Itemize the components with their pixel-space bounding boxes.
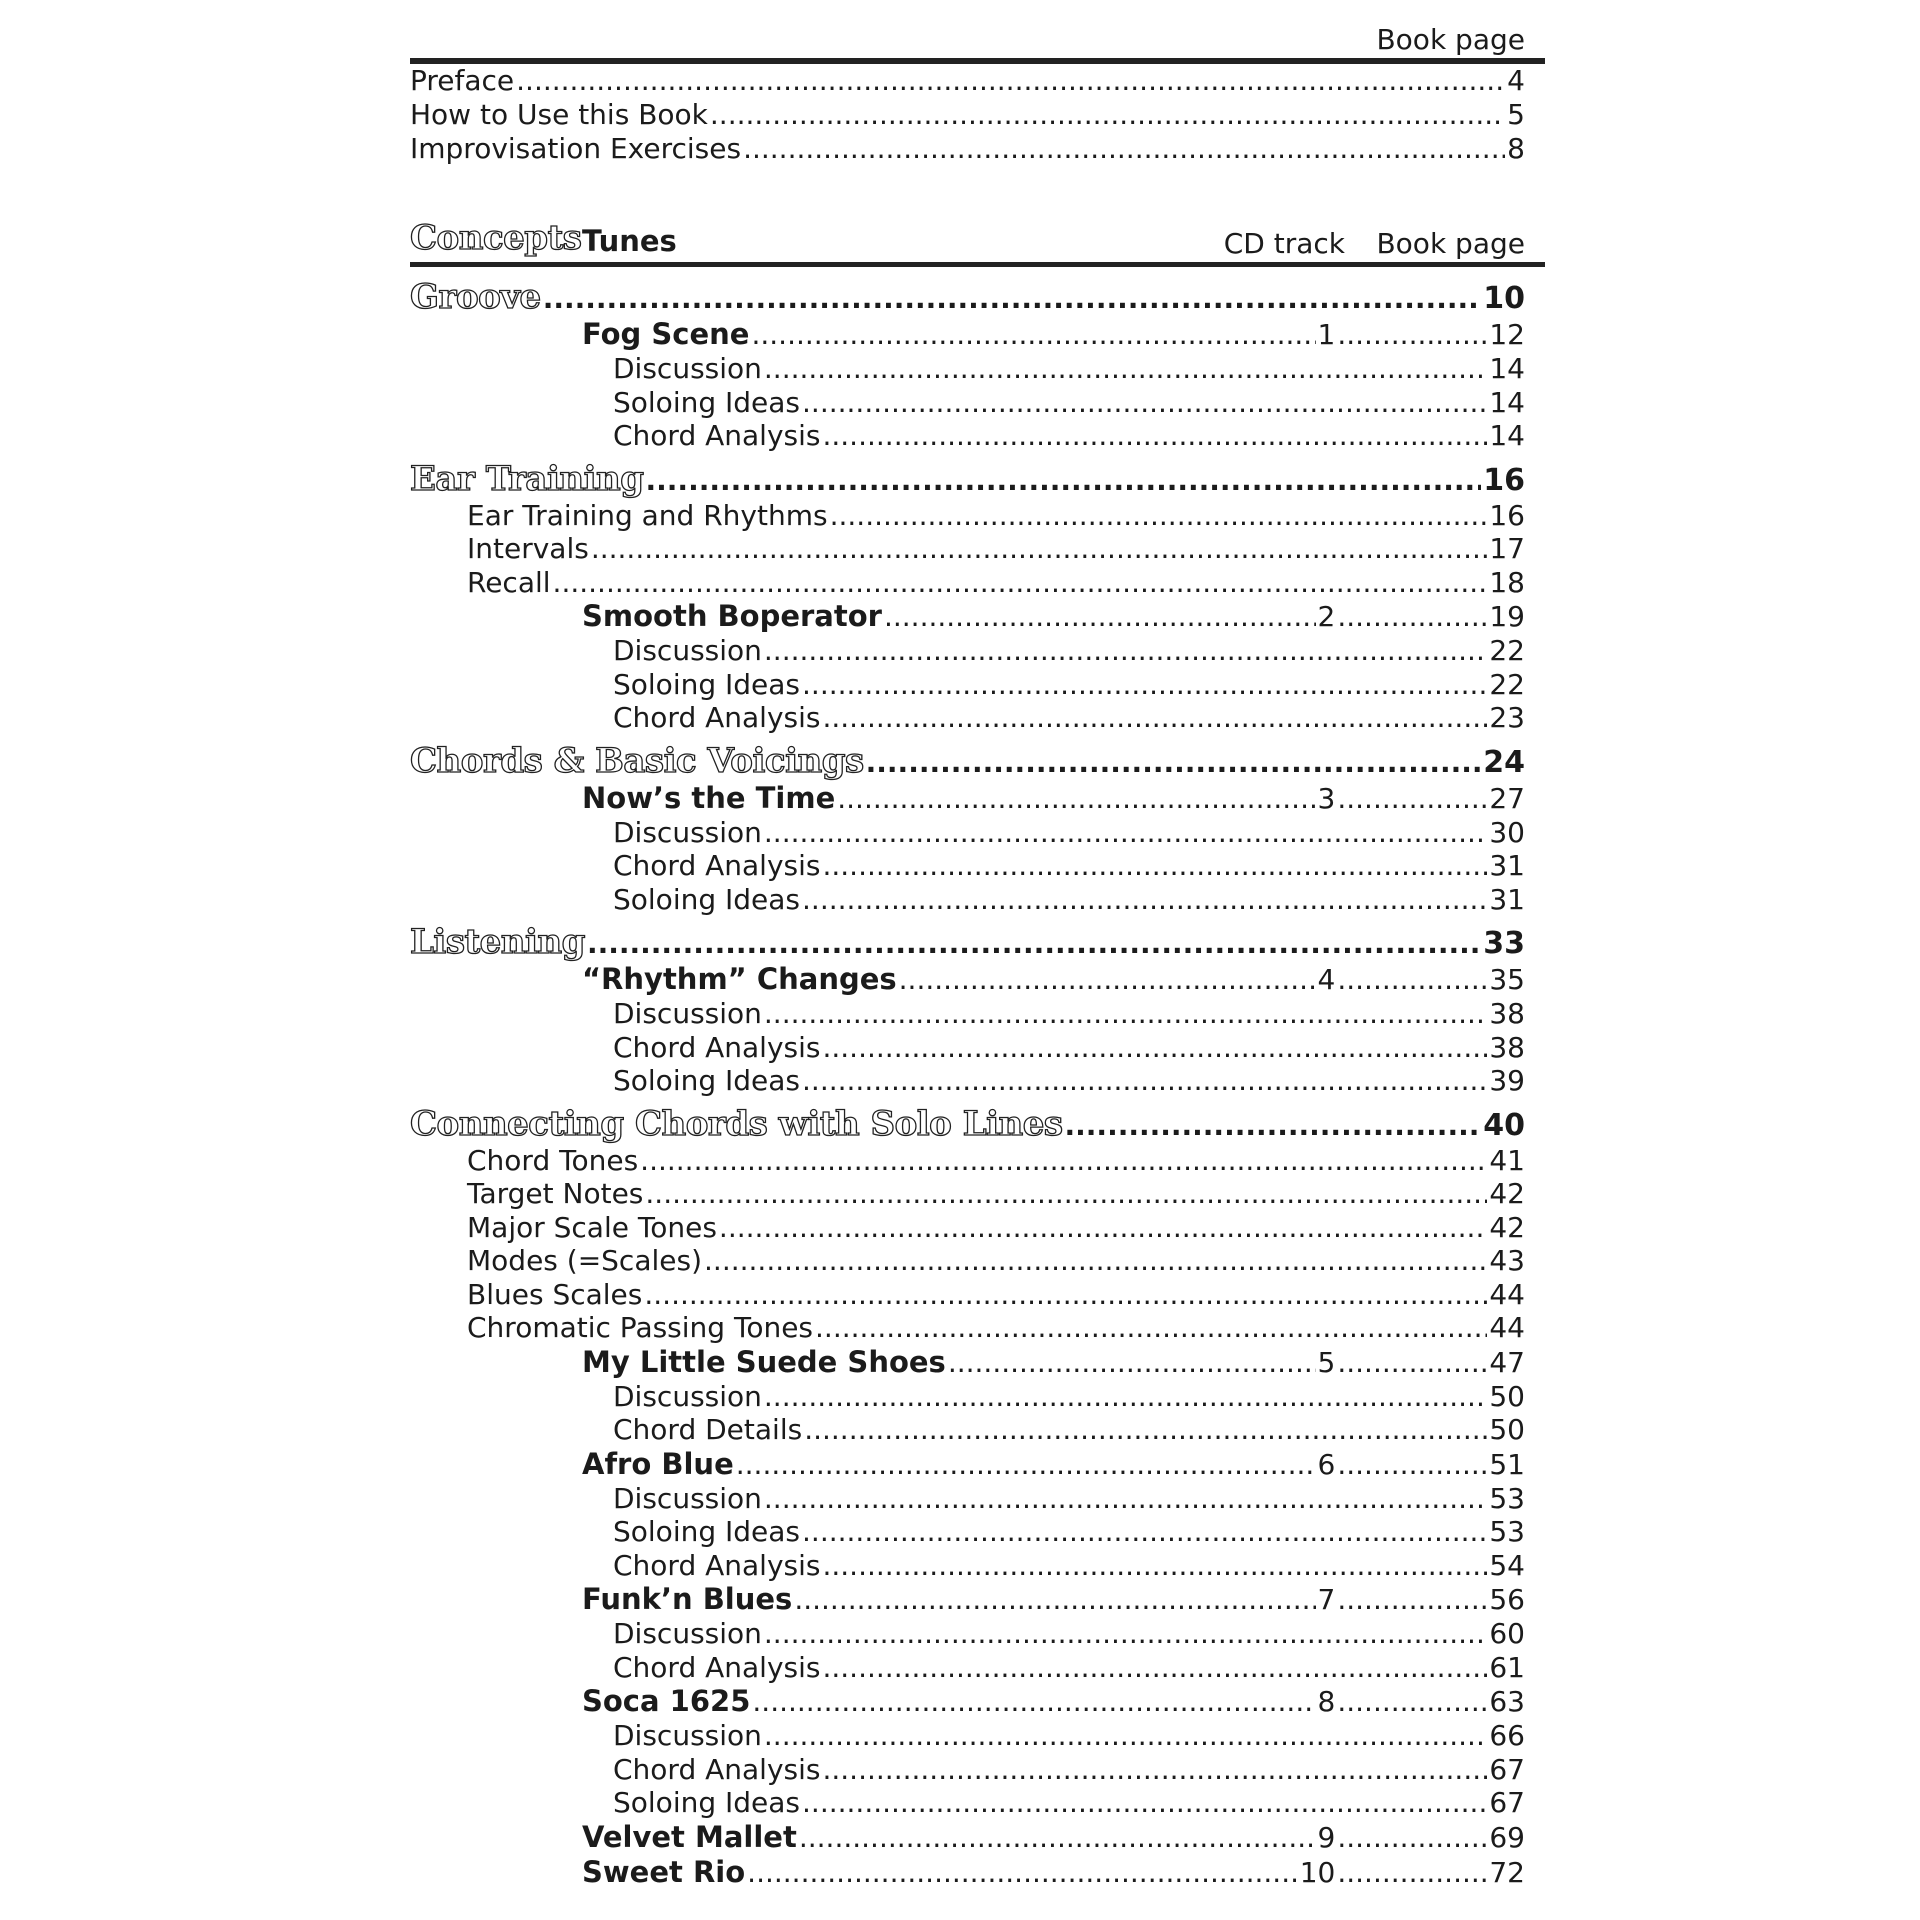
item-page: 60 <box>1489 1617 1525 1650</box>
dot-leader <box>645 1177 1487 1211</box>
tune-cd-track: 8 <box>1317 1685 1336 1718</box>
dot-leader <box>802 1064 1487 1098</box>
toc-entry <box>410 132 1545 166</box>
item-page: 31 <box>1489 849 1525 882</box>
item-page: 53 <box>1489 1515 1525 1548</box>
item-page: 67 <box>1489 1786 1525 1819</box>
item-title: Chord Analysis <box>613 1752 821 1786</box>
item-title: Chord Analysis <box>613 419 821 452</box>
item-page: 22 <box>1489 634 1525 667</box>
item-title: Soloing Ideas <box>613 1064 801 1097</box>
dot-leader <box>802 1515 1487 1549</box>
item-page: 14 <box>1489 419 1525 452</box>
dot-leader <box>884 599 1316 634</box>
front-matter-header <box>410 0 1545 64</box>
tune-title: My Little Suede Shoes <box>582 1344 946 1379</box>
tune-item-entry <box>410 997 1545 1031</box>
front-matter-list <box>410 64 1545 166</box>
entry-page: 8 <box>1507 132 1525 165</box>
tune-item-entry <box>410 1515 1545 1549</box>
item-page: 39 <box>1489 1064 1525 1097</box>
dot-leader <box>1337 1345 1487 1380</box>
subtopic-page: 42 <box>1489 1210 1525 1244</box>
subtopic-title: Intervals <box>467 532 589 565</box>
dot-leader <box>1065 1106 1482 1146</box>
dot-leader <box>764 816 1487 850</box>
item-title: Discussion <box>613 1481 762 1515</box>
subtopic-entry <box>410 1211 1545 1245</box>
subtopic-entry <box>410 532 1545 566</box>
tune-entry <box>410 1447 1545 1482</box>
dot-leader <box>764 352 1487 386</box>
tune-entry <box>410 1582 1545 1617</box>
concept-title: Chords & Basic Voicings <box>410 740 864 781</box>
tune-item-entry <box>410 1380 1545 1414</box>
tune-title: Sweet Rio <box>582 1854 746 1889</box>
dot-leader <box>764 1482 1487 1516</box>
dot-leader <box>837 781 1315 816</box>
dot-leader <box>822 1549 1487 1583</box>
dot-leader <box>822 849 1487 883</box>
tune-cd-track: 2 <box>1317 600 1336 633</box>
item-title: Chord Analysis <box>613 849 821 882</box>
tune-item-entry <box>410 1031 1545 1065</box>
tune-cd-track: 1 <box>1317 318 1336 351</box>
dot-leader <box>1337 317 1487 352</box>
dot-leader <box>802 1786 1487 1820</box>
dot-leader <box>764 997 1487 1031</box>
entry-page: 5 <box>1507 98 1525 131</box>
dot-leader <box>747 1855 1298 1890</box>
item-title: Discussion <box>613 1719 762 1752</box>
tune-item-entry <box>410 386 1545 420</box>
dot-leader <box>822 1651 1487 1685</box>
tune-item-entry <box>410 1482 1545 1516</box>
tune-entry <box>410 1684 1545 1719</box>
concept-page: 33 <box>1483 926 1525 961</box>
item-page: 31 <box>1489 882 1525 916</box>
tune-item-entry <box>410 419 1545 453</box>
dot-leader <box>804 1413 1487 1447</box>
dot-leader <box>1337 1684 1487 1719</box>
dot-leader <box>822 419 1487 453</box>
tune-entry <box>410 781 1545 816</box>
dot-leader <box>764 1719 1487 1753</box>
item-page: 14 <box>1489 385 1525 419</box>
dot-leader <box>704 1244 1487 1278</box>
tune-item-entry <box>410 352 1545 386</box>
subtopic-page: 44 <box>1489 1311 1525 1344</box>
concept-page: 16 <box>1483 462 1525 498</box>
subtopic-page: 42 <box>1489 1177 1525 1210</box>
item-title: Discussion <box>613 815 762 849</box>
dot-leader <box>799 1820 1316 1855</box>
item-page: 38 <box>1489 1030 1525 1064</box>
subtopic-page: 18 <box>1489 565 1525 599</box>
dot-leader <box>752 1684 1315 1719</box>
dot-leader <box>553 566 1488 600</box>
item-title: Soloing Ideas <box>613 1786 801 1819</box>
tune-entry <box>410 962 1545 997</box>
tune-item-entry <box>410 1753 1545 1787</box>
item-title: Discussion <box>613 1379 762 1413</box>
dot-leader <box>1337 599 1487 634</box>
subtopic-entry <box>410 499 1545 533</box>
item-title: Chord Details <box>613 1413 803 1446</box>
subtopic-page: 17 <box>1489 532 1525 565</box>
subtopic-title: Major Scale Tones <box>467 1210 717 1244</box>
dot-leader <box>1337 1447 1487 1482</box>
dot-leader <box>815 1311 1487 1345</box>
item-title: Chord Analysis <box>613 1548 821 1582</box>
concept-page: 10 <box>1483 281 1525 316</box>
subtopic-entry <box>410 1144 1545 1178</box>
concept-title: Groove <box>410 277 541 317</box>
subtopic-title: Chord Tones <box>467 1143 639 1177</box>
dot-leader <box>591 532 1488 566</box>
item-title: Discussion <box>613 997 762 1030</box>
subtopic-title: Modes (=Scales) <box>467 1244 703 1277</box>
dot-leader <box>822 1753 1487 1787</box>
tune-item-entry <box>410 1719 1545 1753</box>
tune-page: 51 <box>1489 1447 1525 1481</box>
subtopic-entry <box>410 1278 1545 1312</box>
subtopic-entry <box>410 1244 1545 1278</box>
item-title: Chord Analysis <box>613 701 821 734</box>
item-page: 53 <box>1489 1481 1525 1515</box>
tune-title: Funk’n Blues <box>582 1582 793 1616</box>
tune-page: 35 <box>1489 963 1525 996</box>
tune-page: 63 <box>1489 1685 1525 1718</box>
item-title: Soloing Ideas <box>613 1515 801 1548</box>
tune-entry <box>410 599 1545 634</box>
concept-entry <box>410 741 1545 781</box>
item-title: Chord Analysis <box>613 1030 821 1064</box>
item-title: Soloing Ideas <box>613 667 801 701</box>
item-title: Discussion <box>613 1617 762 1650</box>
tune-item-entry <box>410 634 1545 668</box>
dot-leader <box>543 279 1482 319</box>
tune-entry <box>410 1345 1545 1380</box>
concept-entry <box>410 277 1545 317</box>
tune-item-entry <box>410 849 1545 883</box>
tune-item-entry <box>410 701 1545 735</box>
dot-leader <box>751 317 1315 352</box>
item-page: 30 <box>1489 815 1525 849</box>
item-title: Soloing Ideas <box>613 882 801 916</box>
concept-title: Listening <box>410 922 585 962</box>
dot-leader <box>1337 1582 1487 1617</box>
tune-page: 72 <box>1489 1855 1525 1889</box>
entry-title: How to Use this Book <box>410 98 708 131</box>
tune-title: Soca 1625 <box>582 1684 751 1718</box>
item-page: 22 <box>1489 667 1525 701</box>
tune-item-entry <box>410 816 1545 850</box>
dot-leader <box>802 386 1487 420</box>
tune-title: Now’s the Time <box>582 780 836 815</box>
item-page: 38 <box>1489 997 1525 1030</box>
dot-leader <box>866 743 1482 783</box>
item-page: 67 <box>1489 1752 1525 1786</box>
subtopic-title: Blues Scales <box>467 1277 643 1311</box>
concept-entry <box>410 922 1545 962</box>
tune-entry <box>410 1820 1545 1855</box>
tune-title: Afro Blue <box>582 1446 734 1481</box>
dot-leader <box>640 1144 1487 1178</box>
dot-leader <box>802 668 1487 702</box>
tune-page: 69 <box>1489 1820 1525 1854</box>
subtopic-page: 16 <box>1489 498 1525 532</box>
entry-title: Improvisation Exercises <box>410 132 742 165</box>
tune-entry <box>410 317 1545 352</box>
tune-cd-track: 7 <box>1317 1583 1336 1616</box>
dot-leader <box>1337 1820 1487 1855</box>
dot-leader <box>644 1278 1487 1312</box>
tune-item-entry <box>410 1549 1545 1583</box>
toc-entry <box>410 64 1545 98</box>
dot-leader <box>764 1380 1487 1414</box>
dot-leader <box>764 634 1487 668</box>
tune-cd-track: 5 <box>1317 1345 1336 1379</box>
item-page: 61 <box>1489 1650 1525 1684</box>
concept-title: Connecting Chords with Solo Lines <box>410 1103 1063 1144</box>
item-title: Soloing Ideas <box>613 385 801 419</box>
subtopic-page: 44 <box>1489 1277 1525 1311</box>
concept-page: 24 <box>1483 744 1525 780</box>
item-page: 50 <box>1489 1379 1525 1413</box>
dot-leader <box>822 701 1487 735</box>
tune-page: 47 <box>1489 1345 1525 1379</box>
toc-entry <box>410 98 1545 132</box>
concept-page: 40 <box>1483 1107 1525 1143</box>
item-page: 66 <box>1489 1719 1525 1752</box>
entry-title: Preface <box>410 64 515 97</box>
tune-item-entry <box>410 1617 1545 1651</box>
item-page: 50 <box>1489 1413 1525 1446</box>
tune-page: 19 <box>1489 600 1525 633</box>
item-title: Chord Analysis <box>613 1650 821 1684</box>
tune-cd-track: 4 <box>1317 963 1336 996</box>
dot-leader <box>719 1211 1487 1245</box>
dot-leader <box>1337 781 1487 816</box>
concept-title: Ear Training <box>410 458 644 499</box>
dot-leader <box>1337 1855 1487 1890</box>
cd-track-column-label: CD track <box>1223 227 1345 260</box>
dot-leader <box>736 1447 1316 1482</box>
concept-entry <box>410 1104 1545 1144</box>
subtopic-title: Chromatic Passing Tones <box>467 1311 814 1344</box>
subtopic-entry <box>410 1311 1545 1345</box>
dot-leader <box>830 499 1488 533</box>
dot-leader <box>764 1617 1487 1651</box>
entry-page: 4 <box>1507 64 1525 97</box>
tune-entry <box>410 1855 1545 1890</box>
tune-item-entry <box>410 1413 1545 1447</box>
tune-cd-track: 9 <box>1317 1820 1336 1854</box>
tune-item-entry <box>410 1064 1545 1098</box>
tune-item-entry <box>410 883 1545 917</box>
dot-leader <box>822 1031 1487 1065</box>
section-header <box>410 212 1545 267</box>
subtopic-page: 41 <box>1489 1143 1525 1177</box>
item-page: 54 <box>1489 1548 1525 1582</box>
dot-leader <box>802 883 1487 917</box>
subtopic-page: 43 <box>1489 1244 1525 1277</box>
item-title: Discussion <box>613 352 762 385</box>
tune-page: 12 <box>1489 318 1525 351</box>
book-page-label: Book page <box>1376 23 1525 56</box>
item-page: 23 <box>1489 701 1525 734</box>
subtopic-title: Ear Training and Rhythms <box>467 498 828 532</box>
tune-cd-track: 6 <box>1317 1447 1336 1481</box>
tune-item-entry <box>410 1651 1545 1685</box>
book-page-column-label: Book page <box>1376 227 1525 260</box>
dot-leader <box>587 924 1481 964</box>
tune-item-entry <box>410 1786 1545 1820</box>
subtopic-entry <box>410 566 1545 600</box>
concept-entry <box>410 459 1545 499</box>
tune-title: Velvet Mallet <box>582 1819 797 1854</box>
dot-leader <box>710 98 1505 132</box>
subtopic-entry <box>410 1177 1545 1211</box>
dot-leader <box>899 962 1316 997</box>
tune-item-entry <box>410 668 1545 702</box>
tunes-column-label: Tunes <box>582 224 677 258</box>
tune-page: 56 <box>1489 1583 1525 1616</box>
dot-leader <box>743 132 1505 166</box>
tune-title: “Rhythm” Changes <box>582 962 897 996</box>
tune-title: Smooth Boperator <box>582 599 882 633</box>
dot-leader <box>646 461 1482 501</box>
tune-cd-track: 10 <box>1299 1855 1336 1889</box>
dot-leader <box>1337 962 1487 997</box>
dot-leader <box>948 1345 1316 1380</box>
subtopic-title: Recall <box>467 565 551 599</box>
concepts-column-label: Concepts <box>410 218 582 258</box>
tune-cd-track: 3 <box>1317 781 1336 815</box>
subtopic-title: Target Notes <box>467 1177 644 1210</box>
tune-page: 27 <box>1489 781 1525 815</box>
item-page: 14 <box>1489 352 1525 385</box>
table-of-contents <box>410 0 1545 1890</box>
dot-leader <box>516 64 1505 98</box>
dot-leader <box>794 1582 1315 1617</box>
concepts-list <box>410 277 1545 1890</box>
tune-title: Fog Scene <box>582 317 750 351</box>
item-title: Discussion <box>613 634 762 667</box>
